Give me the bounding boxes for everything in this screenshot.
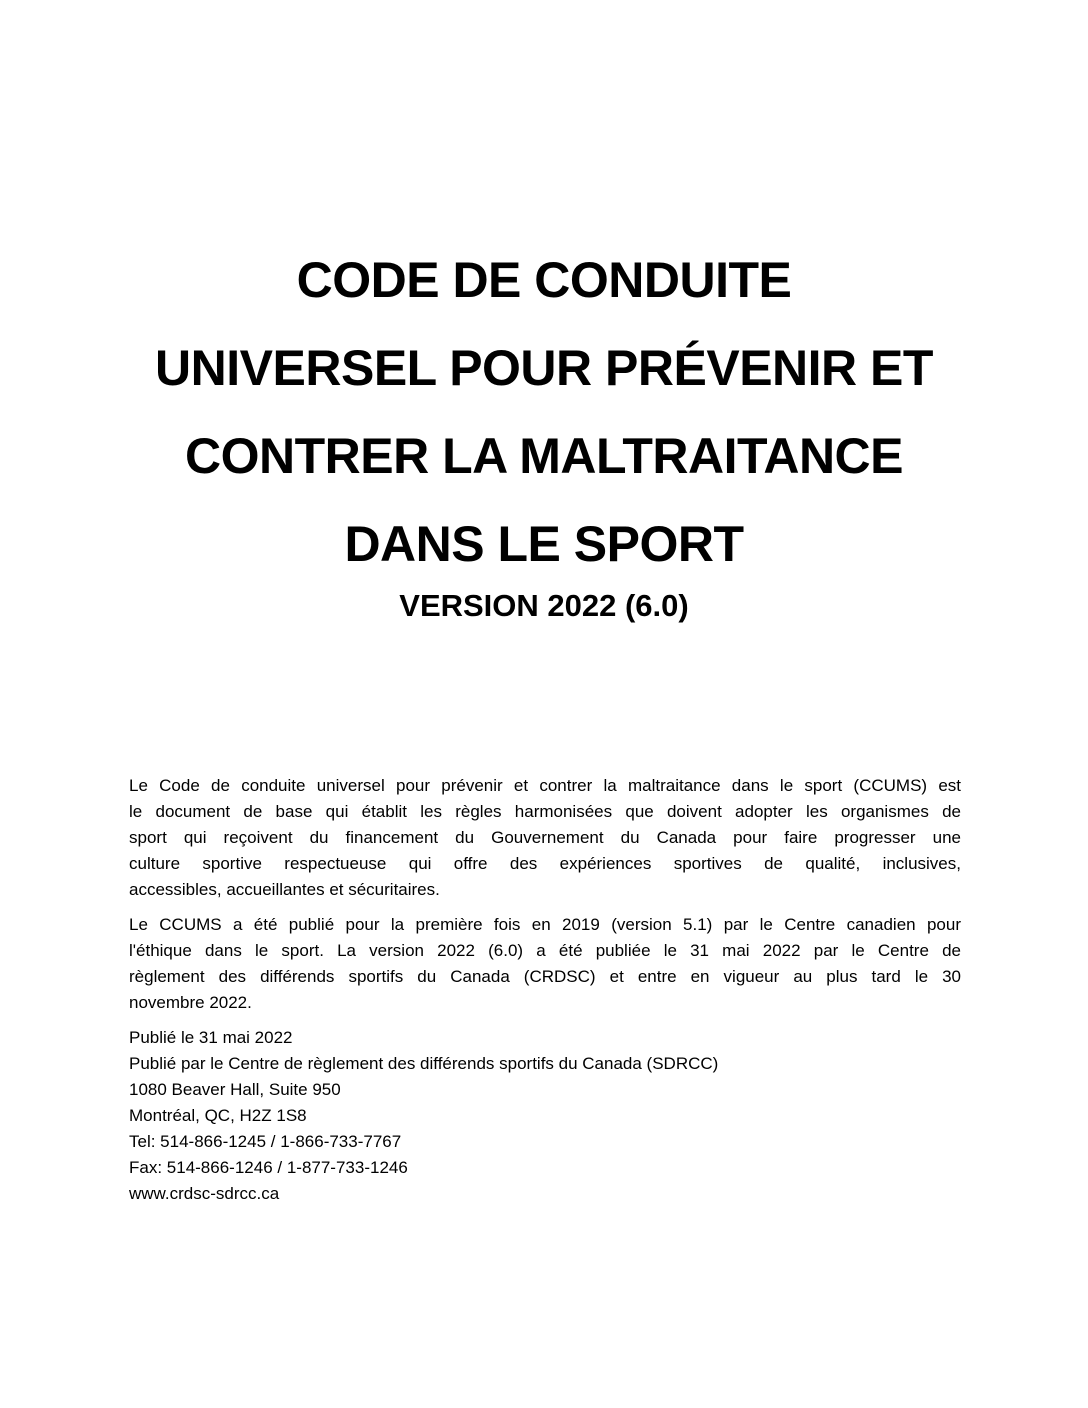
fax: Fax: 514-866-1246 / 1-877-733-1246: [129, 1158, 408, 1177]
address-line: 1080 Beaver Hall, Suite 950: [129, 1080, 341, 1099]
document-title: [90, 236, 998, 588]
paragraph-line: accessibles, accueillantes et sécuritaires.: [129, 880, 440, 899]
address-line: Montréal, QC, H2Z 1S8: [129, 1106, 307, 1125]
contact-block: [129, 1025, 961, 1207]
paragraph-line: sport qui reçoivent du financement du Gouvernement du Canada pour faire progresser une: [129, 828, 961, 847]
website: www.crdsc-sdrcc.ca: [129, 1184, 280, 1203]
paragraph-line: Le Code de conduite universel pour prévenir et contrer la maltraitance dans le sport (CCUMS) est: [129, 776, 961, 795]
title-line: DANS LE SPORT: [344, 516, 744, 572]
publisher: Publié par le Centre de règlement des différends sportifs du Canada (SDRCC): [129, 1054, 719, 1073]
telephone: Tel: 514-866-1245 / 1-866-733-7767: [129, 1132, 402, 1151]
document-version: VERSION 2022 (6.0): [399, 588, 689, 623]
history-paragraph: [129, 912, 961, 1016]
paragraph-line: Le CCUMS a été publié pour la première fois en 2019 (version 5.1) par le Centre canadien pour: [129, 915, 961, 934]
paragraph-line: l'éthique dans le sport. La version 2022 (6.0) a été publiée le 31 mai 2022 par le Centre de: [129, 941, 961, 960]
document-body: [129, 773, 961, 1207]
paragraph-line: culture sportive respectueuse qui offre des expériences sportives de qualité, inclusives,: [129, 854, 961, 873]
paragraph-line: le document de base qui établit les règles harmonisées que doivent adopter les organismes de: [129, 802, 961, 821]
published-date: Publié le 31 mai 2022: [129, 1028, 293, 1047]
intro-paragraph: [129, 773, 961, 903]
title-line: CODE DE CONDUITE: [296, 252, 792, 308]
paragraph-line: règlement des différends sportifs du Canada (CRDSC) et entre en vigueur au plus tard le 30: [129, 967, 961, 986]
title-line: UNIVERSEL POUR PRÉVENIR ET: [155, 340, 933, 396]
title-line: CONTRER LA MALTRAITANCE: [184, 428, 904, 484]
paragraph-line: novembre 2022.: [129, 993, 252, 1012]
